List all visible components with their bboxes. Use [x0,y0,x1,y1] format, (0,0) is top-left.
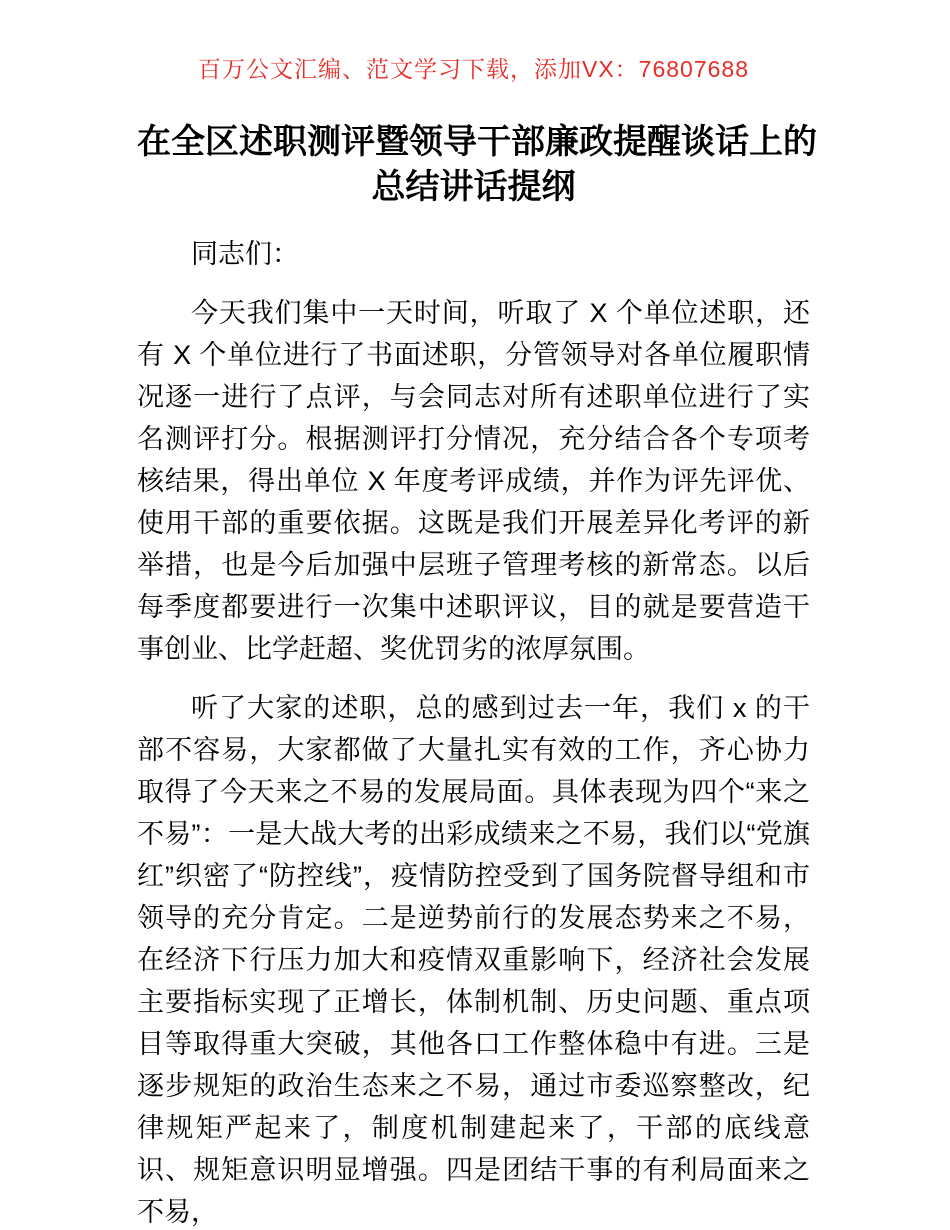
paragraph-body-1: 今天我们集中一天时间，听取了 X 个单位述职，还有 X 个单位进行了书面述职，分管领导对各单位履职情况逐一进行了点评，与会同志对所有述职单位进行了实名测评打分。根据测评打分情况，充分结合各个专项考核结果，得出单位 X 年度考评成绩，并作为评先评优、使用干部的重要依据。这既是我们开展差异化考评的新举措，也是今后加强中层班子管理考核的新常态。以后每季度都要进行一次集中述职评议，目的就是要营造干事创业、比学赶超、奖优罚劣的浓厚氛围。 [137,297,810,664]
document-title-line-1: 在全区述职测评暨领导干部廉政提醒谈话上的 [137,123,817,161]
document-body [137,233,810,1230]
promo-banner: 百万公文汇编、范文学习下载，添加VX：76807688 [197,56,749,82]
paragraph-salutation: 同志们： [191,238,299,269]
document-title [137,120,817,210]
paragraph-body-2: 听了大家的述职，总的感到过去一年，我们 x 的干部不容易，大家都做了大量扎实有效的工作，齐心协力取得了今天来之不易的发展局面。具体表现为四个“来之不易”：一是大战大考的出彩成绩来之不易，我们以“党旗红”织密了“防控线”，疫情防控受到了国务院督导组和市领导的充分肯定。二是逆势前行的发展态势来之不易，在经济下行压力加大和疫情双重影响下，经济社会发展主要指标实现了正增长，体制机制、历史问题、重点项目等取得重大突破，其他各口工作整体稳中有进。三是逐步规矩的政治生态来之不易，通过市委巡察整改，纪律规矩严起来了，制度机制建起来了，干部的底线意识、规矩意识明显增强。四是团结干事的有利局面来之不易， [137,692,810,1227]
document-title-line-2: 总结讲话提纲 [371,168,576,206]
